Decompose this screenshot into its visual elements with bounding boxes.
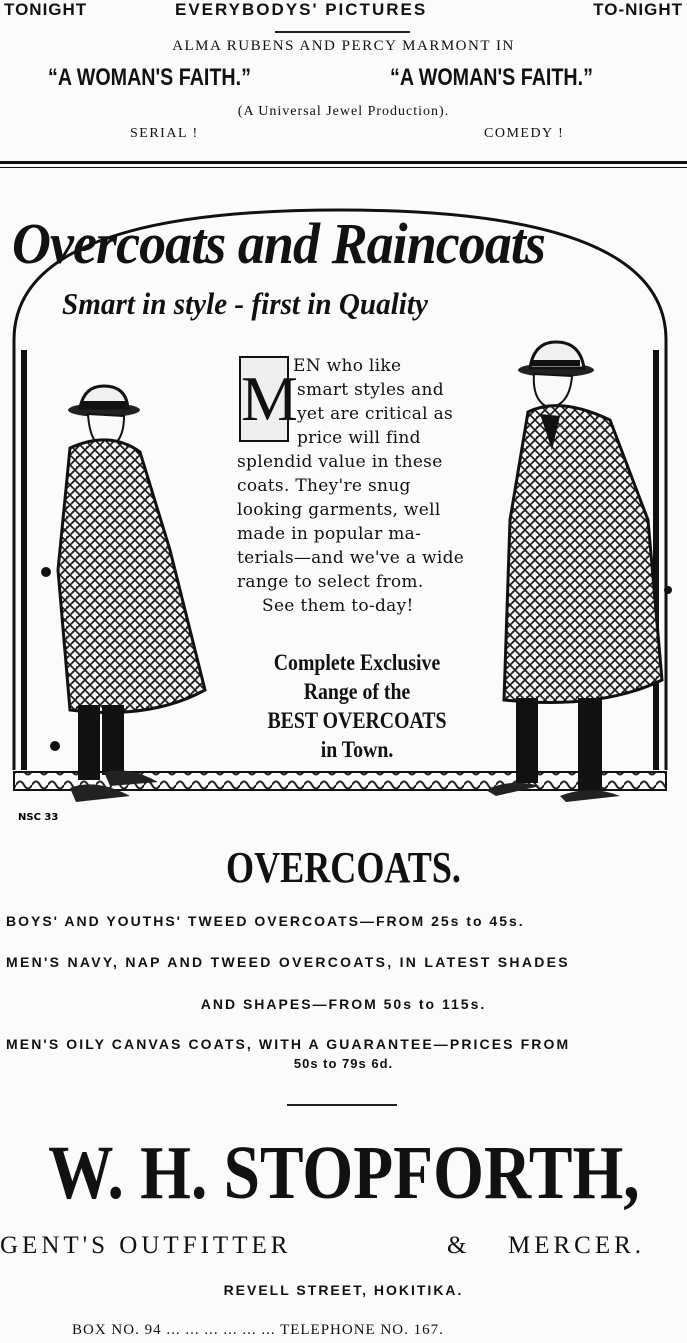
body-line: range to select from.	[237, 572, 424, 592]
body-line: yet are critical as	[297, 404, 454, 424]
tonight-right: TO-NIGHT	[593, 0, 683, 19]
trade-right: MERCER.	[508, 1232, 646, 1259]
body-line: price will find	[297, 428, 421, 448]
complete-line: in Town.	[320, 737, 394, 762]
body-line: terials—and we've a wide	[237, 548, 465, 568]
divider-rule	[287, 1104, 397, 1106]
body-line: smart styles and	[297, 380, 444, 400]
price-line: MEN'S NAVY, NAP AND TWEED OVERCOATS, IN LATEST SHADES	[6, 954, 570, 970]
right-man-figure	[486, 342, 662, 802]
body-line: EN who like	[293, 356, 402, 376]
body-line: See them to-day!	[262, 596, 414, 616]
cast-line: ALMA RUBENS AND PERCY MARMONT IN	[172, 38, 515, 54]
comedy-label: COMEDY !	[484, 126, 565, 141]
ad-tagline: Smart in style - first in Quality	[62, 286, 428, 321]
body-line: coats. They're snug	[237, 476, 411, 496]
price-line: 50s to 79s 6d.	[293, 1056, 394, 1071]
price-line: MEN'S OILY CANVAS COATS, WITH A GUARANTEE—PRICES FROM	[6, 1036, 571, 1052]
complete-line: Range of the	[303, 679, 411, 704]
overcoats-heading: OVERCOATS.	[226, 843, 461, 892]
merchant-name: W. H. STOPFORTH,	[48, 1131, 640, 1215]
artist-mark: NSC 33	[18, 812, 59, 823]
theatre-name: EVERYBODYS' PICTURES	[175, 0, 428, 19]
left-man-figure	[58, 386, 205, 802]
price-line: AND SHAPES—FROM 50s to 115s.	[200, 996, 487, 1012]
body-line: splendid value in these	[237, 452, 443, 472]
production-credit: (A Universal Jewel Production).	[237, 104, 450, 119]
cinema-rule	[275, 31, 410, 33]
film-title-right: “A WOMAN'S FAITH.”	[390, 64, 593, 91]
price-line: BOYS' AND YOUTHS' TWEED OVERCOATS—FROM 25s to 45s.	[6, 913, 525, 929]
contact-line: BOX NO. 94 ... ... ... ... ... ... TELEPHONE NO. 167.	[72, 1322, 444, 1338]
complete-line: BEST OVERCOATS	[267, 708, 447, 733]
section-rule-thin	[0, 167, 687, 168]
tonight-left: TONIGHT	[4, 0, 88, 19]
body-line: made in popular ma-	[237, 524, 422, 544]
complete-range-block	[232, 648, 481, 764]
complete-line: Complete Exclusive	[273, 650, 441, 675]
address-line: REVELL STREET, HOKITIKA.	[223, 1282, 464, 1298]
film-title-left: “A WOMAN'S FAITH.”	[48, 64, 251, 91]
ad-headline: Overcoats and Raincoats	[12, 211, 546, 276]
body-line: looking garments, well	[237, 500, 441, 520]
trade-left: GENT'S OUTFITTER	[0, 1232, 292, 1259]
serial-label: SERIAL !	[130, 126, 199, 141]
trade-ampersand: &	[447, 1232, 467, 1259]
drop-cap: M	[239, 356, 289, 442]
section-rule-thick	[0, 161, 687, 164]
